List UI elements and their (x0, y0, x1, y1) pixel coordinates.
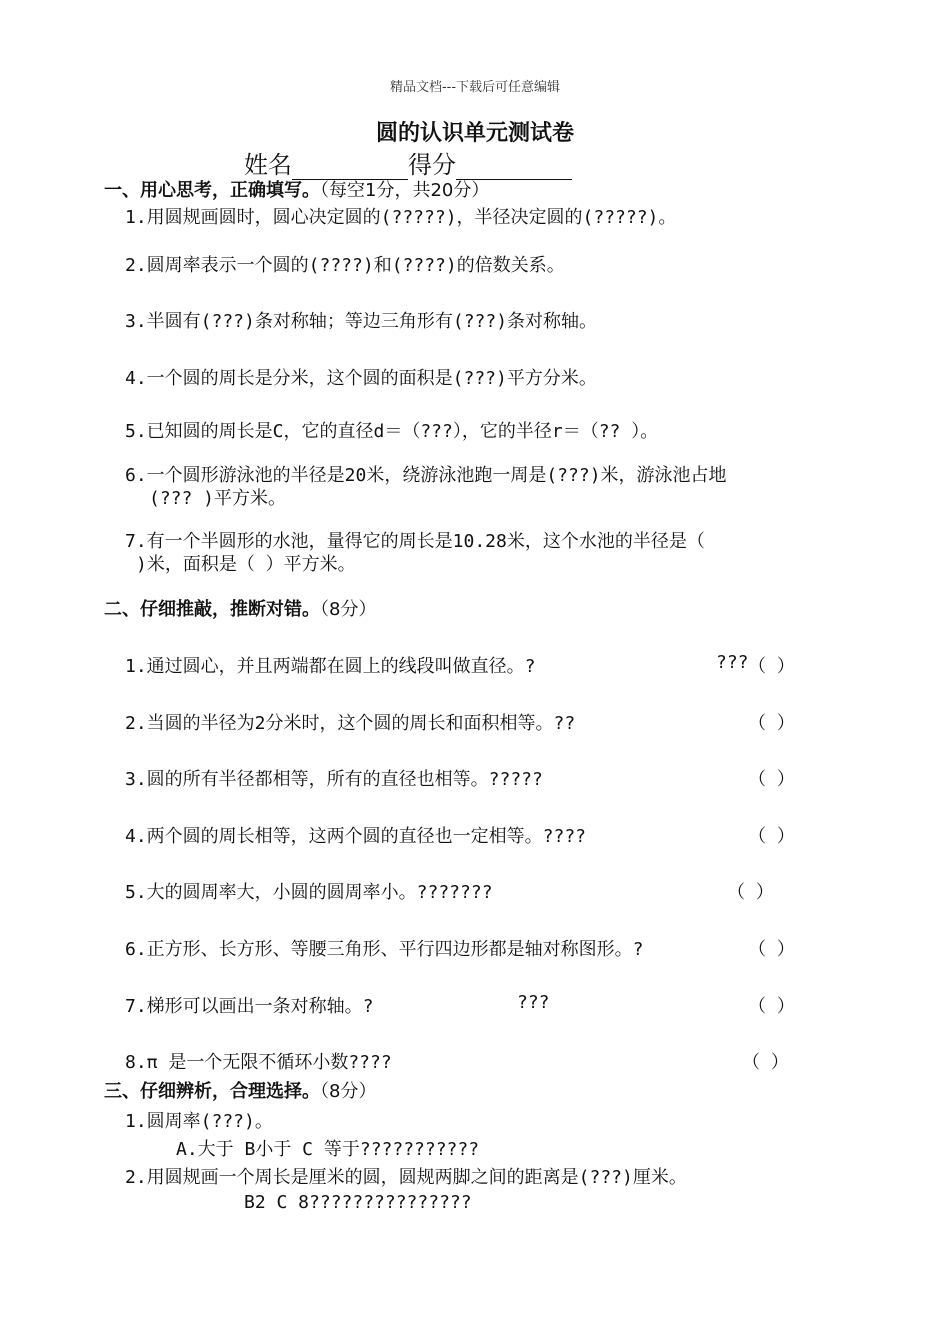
s3-question-2: 2.用圆规画一个周长是厘米的圆，圆规两脚之间的距离是(???)厘米。 (125, 1167, 687, 1188)
s2-item-1: 1.通过圆心，并且两端都在圆上的线段叫做直径。? (125, 656, 536, 677)
s3-question-1: 1.圆周率(???)。 (125, 1111, 273, 1132)
section3-heading: 三、仔细辨析，合理选择。 (104, 1081, 320, 1102)
s1-question-2: 2.圆周率表示一个圆的(????)和(????)的倍数关系。 (125, 255, 565, 276)
s1-question-1: 1.用圆规画圆时，圆心决定圆的(?????)，半径决定圆的(?????)。 (125, 207, 677, 228)
section3-note: （8分） (320, 1081, 377, 1102)
name-label: 姓名 (244, 151, 292, 179)
s2-item-8: 8.π 是一个无限不循环小数???? (125, 1052, 392, 1073)
page-header: 精品文档---下载后可任意编辑 (389, 80, 561, 95)
s1-question-5: 5.已知圆的周长是C，它的直径d＝（???），它的半径r＝（?? ）。 (125, 421, 659, 442)
s2-item-7-mid: ??? (517, 992, 550, 1013)
s2-item-1-answer[interactable]: （ ） (748, 656, 795, 677)
s2-item-6: 6.正方形、长方形、等腰三角形、平行四边形都是轴对称图形。? (125, 939, 644, 960)
s2-item-5: 5.大的圆周率大，小圆的圆周率小。??????? (125, 882, 493, 903)
s1-question-3: 3.半圆有(???)条对称轴；等边三角形有(???)条对称轴。 (125, 311, 598, 332)
s2-item-8-answer[interactable]: （ ） (742, 1052, 789, 1073)
s1-question-7-cont: )米，面积是（ ）平方米。 (136, 554, 356, 575)
section1-note: （每空1分，共20分） (320, 180, 490, 201)
section2-heading: 二、仔细推敲，推断对错。 (104, 599, 320, 620)
s3-question-2-options: B2 C 8??????????????? (244, 1192, 472, 1213)
s2-item-2: 2.当圆的半径为2分米时，这个圆的周长和面积相等。?? (125, 713, 576, 734)
s2-item-7-answer[interactable]: （ ） (748, 996, 795, 1017)
s2-item-1-mid: ??? (716, 652, 749, 673)
section3-heading-row (104, 1077, 376, 1103)
s2-item-3-answer[interactable]: （ ） (748, 769, 795, 790)
s2-item-5-answer[interactable]: （ ） (727, 882, 774, 903)
s2-item-4: 4.两个圆的周长相等，这两个圆的直径也一定相等。???? (125, 826, 587, 847)
page-title: 圆的认识单元测试卷 (375, 121, 574, 146)
section1-heading-row (104, 176, 489, 202)
s3-question-1-options: A.大于 B小于 C 等于??????????? (176, 1139, 480, 1160)
s1-question-6: 6.一个圆形游泳池的半径是20米，绕游泳池跑一周是(???)米，游泳池占地 (125, 465, 727, 486)
s2-item-3: 3.圆的所有半径都相等，所有的直径也相等。????? (125, 769, 543, 790)
s1-question-4: 4.一个圆的周长是分米，这个圆的面积是(???)平方分米。 (125, 368, 597, 389)
s2-item-4-answer[interactable]: （ ） (748, 826, 795, 847)
section2-heading-row (104, 595, 376, 621)
s2-item-2-answer[interactable]: （ ） (748, 713, 795, 734)
s1-question-7: 7.有一个半圆形的水池，量得它的周长是10.28米，这个水池的半径是（ (125, 531, 705, 552)
name-score-row (244, 145, 572, 180)
section2-note: （8分） (320, 599, 377, 620)
score-label: 得分 (408, 151, 456, 179)
section1-heading: 一、用心思考，正确填写。 (104, 180, 320, 201)
s1-question-6-cont: (??? )平方米。 (149, 488, 287, 509)
s2-item-7: 7.梯形可以画出一条对称轴。? (125, 996, 374, 1017)
s2-item-6-answer[interactable]: （ ） (748, 939, 795, 960)
